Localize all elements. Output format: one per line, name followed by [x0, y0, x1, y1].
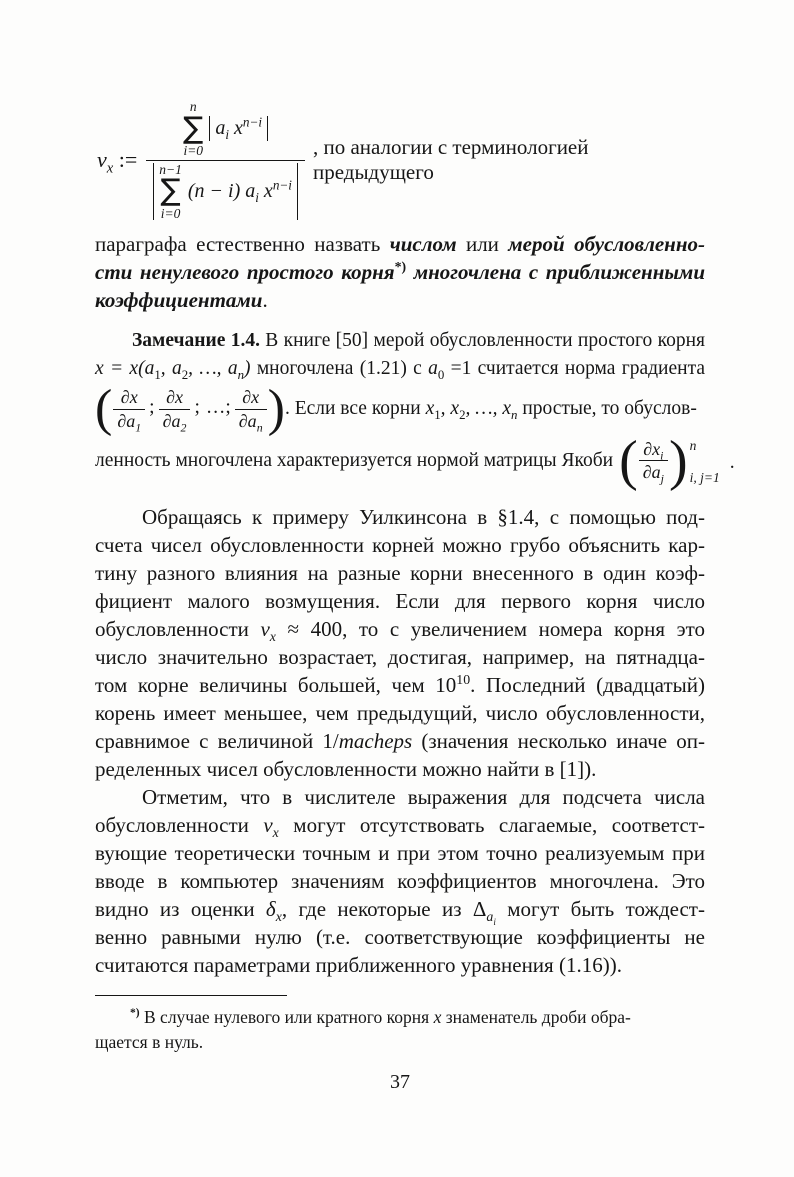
- remark-1-4: [95, 327, 735, 492]
- sum-symbol-numerator: n ∑ i=0: [183, 99, 204, 158]
- jacobian-limits: n i, j=1: [689, 437, 720, 485]
- text-line: щается в нуль.: [95, 1032, 204, 1053]
- footnote-marker: *): [130, 1007, 140, 1020]
- assign-operator: :=: [113, 147, 138, 172]
- text-line: вующие теоретически точным и при этом точно реализуемым при: [95, 841, 705, 866]
- sigma-icon: ∑: [160, 173, 181, 208]
- text-line: обусловленности $\nu_x \approx 400$, то с увеличением номера корня это: [95, 617, 705, 645]
- jacobian-formula-line: ленность многочлена характеризуется нормой матрицы Якоби ( $\partial x_i$ $\partial a_j$ ) n i, j=1 .: [95, 429, 735, 492]
- text-line: корень имеет меньшее, чем предыдущий, число обусловленности,: [95, 701, 705, 726]
- text-line: ределенных чисел обусловленности можно найти в [1]).: [95, 757, 597, 782]
- partial-fraction: ∂x $\partial a_1$: [113, 387, 145, 431]
- text-line: видно из оценки $\delta_x$, где некоторые из $\Delta_{a_i}$ могут быть тождест-: [95, 897, 705, 928]
- paragraph-definition: [95, 230, 705, 314]
- text-line: число значительно возрастает, достигая, например, на пятнадца-: [95, 645, 705, 670]
- paragraph-numerator-note: [95, 783, 705, 979]
- text-line: Отметим, что в числителе выражения для подсчета числа: [142, 785, 705, 810]
- footnote-marker: *): [394, 259, 407, 274]
- text-line: коэффициентами.: [95, 288, 268, 312]
- text-line: сти ненулевого простого корня*) многочлена с приближенными: [95, 259, 705, 284]
- formula-lhs: $\nu_x$ :=: [97, 147, 138, 177]
- sigma-icon: ∑: [183, 110, 204, 146]
- gradient-formula-line: ( ∂x $\partial a_1$ ; ∂x $\partial a_2$ ; …; ∂x $\partial a_n$ ) . Если все корни $x_1$, $x_2$, …, $x_n$ простые, то обуслов-: [95, 380, 697, 437]
- partial-fraction: ∂x $\partial a_2$: [159, 387, 191, 431]
- text-line: том корне величины большей, чем $10^{10}$. Последний (двадцатый): [95, 672, 705, 698]
- text-line: фициент малого возмущения. Если для первого корня число: [95, 589, 705, 614]
- text-line: обусловленности $\nu_x$ могут отсутствовать слагаемые, соответст-: [95, 813, 705, 841]
- fraction-denominator: [146, 161, 305, 223]
- text-line: Обращаясь к примеру Уилкинсона в §1.4, с помощью под-: [142, 505, 705, 530]
- text-line: вводе в компьютер значениям коэффициентов многочлена. Это: [95, 869, 705, 894]
- abs-value-group: n−1 ∑ i=0 (n − i) $a_i$ $x^{n-i}$: [153, 163, 298, 221]
- close-paren: ): [668, 429, 688, 492]
- text-line: считаются параметрами приближенного уравнения (1.16)).: [95, 953, 622, 978]
- fraction-numerator: [176, 98, 275, 160]
- remark-heading: Замечание 1.4.: [132, 330, 260, 351]
- text-line: венно равными нулю (т.е. соответствующие коэффициенты не: [95, 925, 705, 950]
- open-paren: (: [619, 429, 638, 492]
- text-line: Замечание 1.4. В книге [50] мерой обусловленности простого корня: [132, 330, 705, 351]
- text-line: счета чисел обусловленности корней можно грубо объяснить кар-: [95, 533, 705, 558]
- formula-tail-text: , по аналогии с терминологией предыдущего: [312, 135, 589, 184]
- partial-fraction: ∂x $\partial a_n$: [235, 387, 267, 431]
- display-formula-nu-x: [97, 98, 705, 222]
- text-line: сравнимое с величиной 1/macheps (значения несколько иначе оп-: [95, 729, 705, 754]
- footnote-separator: [95, 995, 287, 996]
- paragraph-wilkinson: [95, 503, 705, 783]
- sum-symbol-denominator: n−1 ∑ i=0: [159, 161, 182, 221]
- page-number: 37: [390, 1071, 410, 1094]
- text-line: тину разного влияния на разные корни внесенного в один коэф-: [95, 561, 705, 586]
- footnote: [95, 1005, 705, 1055]
- page-content: [95, 96, 735, 1094]
- text-line: *) В случае нулевого или кратного корня x знаменатель дроби обра-: [130, 1007, 631, 1028]
- open-paren: (: [95, 380, 113, 437]
- jacobian-fraction: $\partial x_i$ $\partial a_j$: [639, 439, 668, 483]
- fraction: [146, 98, 305, 222]
- text-line: $x = x(a_1$, $a_2$, …, $a_n$) многочлена (1.21) с $a_0 =1$ считается норма градиента: [95, 358, 705, 382]
- abs-value-group: $a_i$ $x^{n-i}$: [209, 116, 268, 141]
- close-paren: ): [267, 380, 285, 437]
- nu-symbol: ν: [97, 147, 107, 172]
- text-line: параграфа естественно назвать числом или мерой обусловленно-: [95, 232, 705, 256]
